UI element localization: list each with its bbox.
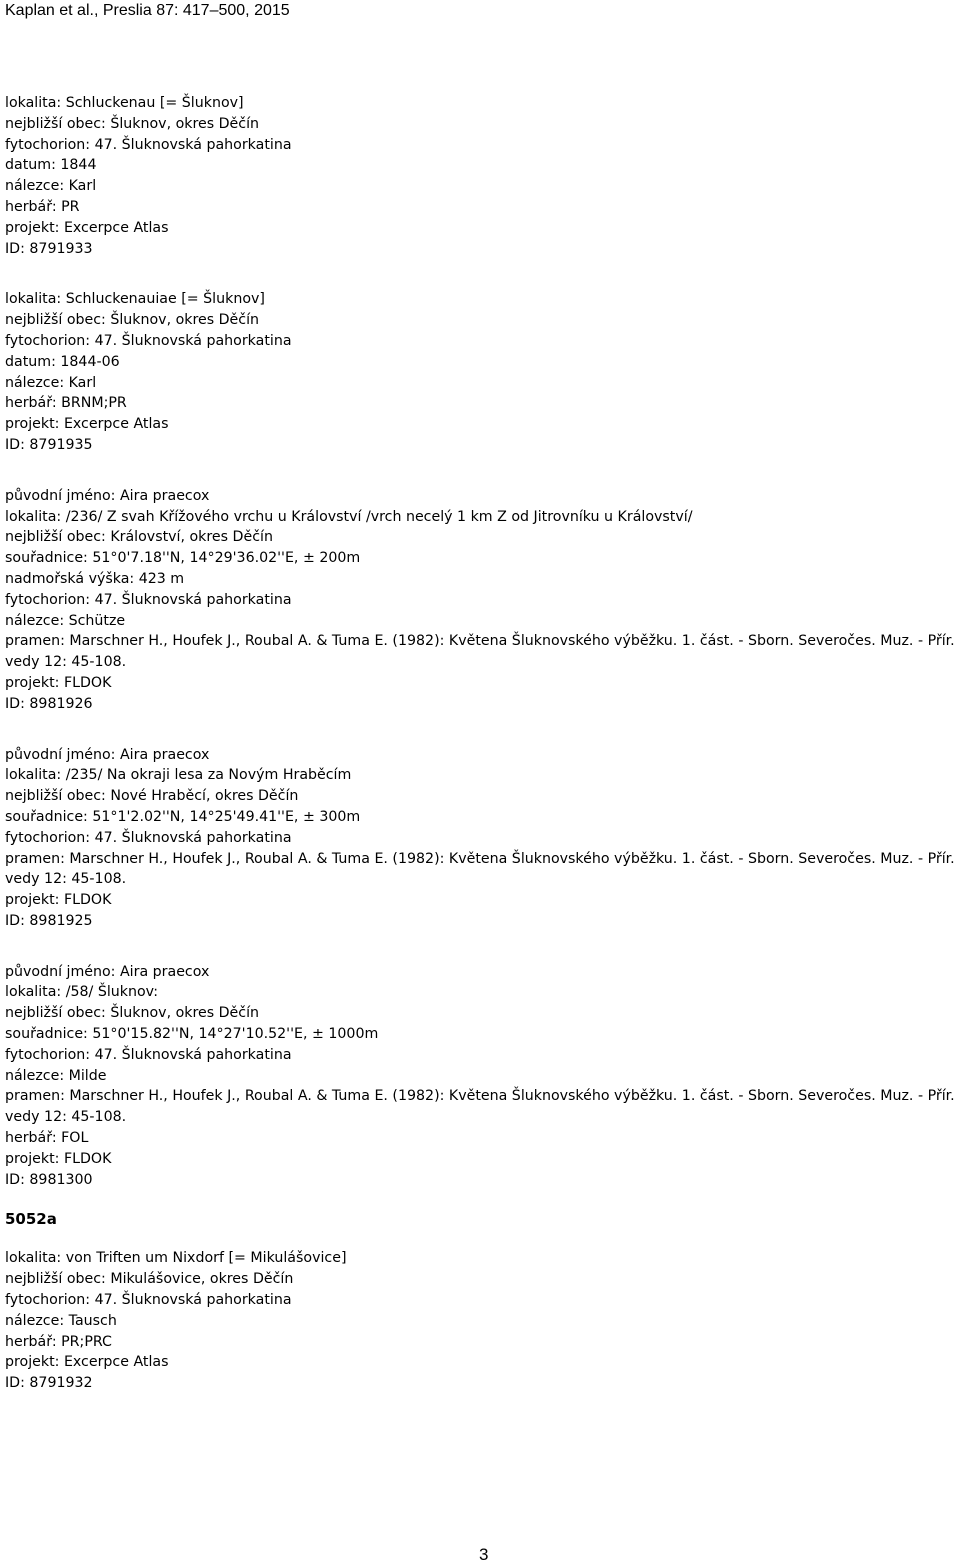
record-line: nálezce: Karl — [5, 178, 97, 195]
record-line: lokalita: /235/ Na okraji lesa za Novým Hraběcím — [5, 767, 352, 784]
record-line: herbář: BRNM;PR — [5, 395, 127, 412]
record-line: nejbližší obec: Nové Hraběcí, okres Děčín — [5, 788, 299, 805]
record-separator — [5, 456, 955, 486]
record-line: nejbližší obec: Království, okres Děčín — [5, 529, 273, 546]
record-separator — [5, 715, 955, 745]
page-number: 3 — [479, 1545, 489, 1564]
section-heading: 5052a — [5, 1210, 57, 1229]
record-line: původní jméno: Aira praecox — [5, 746, 210, 763]
record-line: lokalita: Schluckenau [= Šluknov] — [5, 95, 244, 111]
record-line: fytochorion: 47. Šluknovská pahorkatina — [5, 332, 292, 349]
record-line: lokalita: /236/ Z svah Křížového vrchu u Království /vrch necelý 1 km Z od Jitrovníku u Království/ — [5, 508, 693, 525]
record-line: nálezce: Schütze — [5, 612, 126, 629]
record-line: vedy 12: 45-108. — [5, 654, 127, 671]
record-line: původní jméno: Aira praecox — [5, 963, 210, 980]
record-line: herbář: PR;PRC — [5, 1333, 112, 1350]
record-line: pramen: Marschner H., Houfek J., Roubal A. & Tuma E. (1982): Květena Šluknovského výběžku. 1. část. - Sborn. Severočes. Muz. - Přír. — [5, 1088, 955, 1105]
record-line: nejbližší obec: Mikulášovice, okres Děčín — [5, 1271, 294, 1288]
record-line: původní jméno: Aira praecox — [5, 487, 210, 504]
record-line: pramen: Marschner H., Houfek J., Roubal A. & Tuma E. (1982): Květena Šluknovského výběžku. 1. část. - Sborn. Severočes. Muz. - Přír. — [5, 633, 955, 650]
record-line: vedy 12: 45-108. — [5, 871, 127, 888]
record-line: projekt: Excerpce Atlas — [5, 219, 169, 236]
record-line: projekt: FLDOK — [5, 1150, 112, 1167]
record-line: souřadnice: 51°1'2.02''N, 14°25'49.41''E, ± 300m — [5, 808, 361, 825]
record-line: nejbližší obec: Šluknov, okres Děčín — [5, 312, 260, 329]
records-list — [5, 93, 955, 1394]
record-line: ID: 8791935 — [5, 436, 93, 453]
record-line: projekt: Excerpce Atlas — [5, 416, 169, 433]
record-line: fytochorion: 47. Šluknovská pahorkatina — [5, 829, 292, 846]
record-line: ID: 8981925 — [5, 912, 93, 929]
record-line: projekt: Excerpce Atlas — [5, 1354, 169, 1371]
record-line: souřadnice: 51°0'7.18''N, 14°29'36.02''E, ± 200m — [5, 550, 361, 567]
record-line: nejbližší obec: Šluknov, okres Děčín — [5, 115, 260, 132]
record-line: fytochorion: 47. Šluknovská pahorkatina — [5, 1046, 292, 1063]
record-separator — [5, 1230, 955, 1248]
record-line: nadmořská výška: 423 m — [5, 570, 185, 587]
record-line: ID: 8791933 — [5, 240, 93, 257]
record-separator — [5, 932, 955, 962]
record-line: ID: 8981926 — [5, 695, 93, 712]
record-line: datum: 1844-06 — [5, 353, 120, 370]
record-line: herbář: FOL — [5, 1130, 89, 1147]
record-line: nálezce: Tausch — [5, 1312, 117, 1329]
record-line: nejbližší obec: Šluknov, okres Děčín — [5, 1005, 260, 1022]
record-line: souřadnice: 51°0'15.82''N, 14°27'10.52''E, ± 1000m — [5, 1026, 379, 1043]
record-line: projekt: FLDOK — [5, 674, 112, 691]
record-line: nálezce: Milde — [5, 1067, 107, 1084]
record-line: vedy 12: 45-108. — [5, 1109, 127, 1126]
record-line: nálezce: Karl — [5, 374, 97, 391]
record-line: lokalita: /58/ Šluknov: — [5, 984, 159, 1001]
record-line: lokalita: Schluckenauiae [= Šluknov] — [5, 291, 265, 308]
record-line: fytochorion: 47. Šluknovská pahorkatina — [5, 591, 292, 608]
record-line: fytochorion: 47. Šluknovská pahorkatina — [5, 136, 292, 153]
record-line: projekt: FLDOK — [5, 892, 112, 909]
record-line: ID: 8791932 — [5, 1375, 93, 1392]
record-separator — [5, 259, 955, 289]
record-line: pramen: Marschner H., Houfek J., Roubal A. & Tuma E. (1982): Květena Šluknovského výběžku. 1. část. - Sborn. Severočes. Muz. - Přír. — [5, 850, 955, 867]
record-line: herbář: PR — [5, 198, 80, 215]
record-line: ID: 8981300 — [5, 1171, 93, 1188]
record-line: lokalita: von Triften um Nixdorf [= Mikulášovice] — [5, 1250, 347, 1267]
record-separator — [5, 1190, 955, 1208]
record-line: datum: 1844 — [5, 157, 97, 174]
record-line: fytochorion: 47. Šluknovská pahorkatina — [5, 1292, 292, 1309]
running-header: Kaplan et al., Preslia 87: 417–500, 2015 — [5, 2, 290, 19]
